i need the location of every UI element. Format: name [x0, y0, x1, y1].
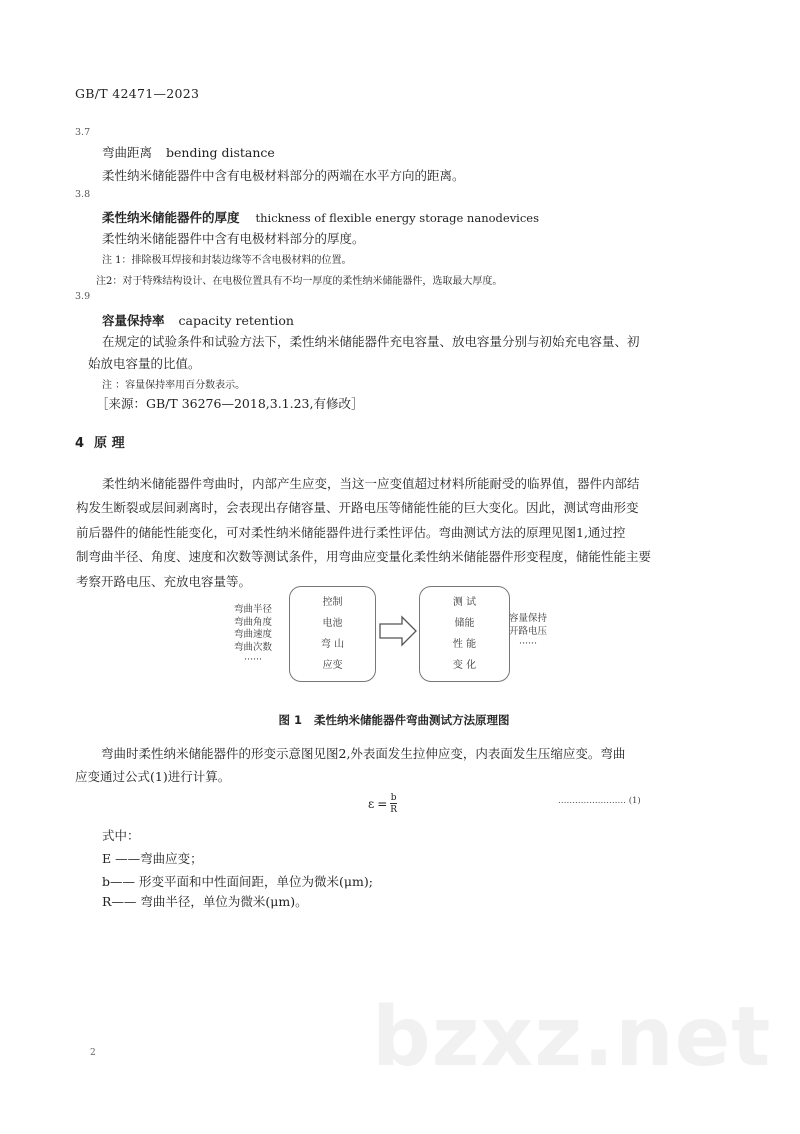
watermark: bzxz.net [372, 990, 772, 1085]
box-line: 弯 山 [320, 639, 345, 650]
list-item: ······ [518, 638, 538, 649]
formula-denominator: R [390, 805, 398, 815]
section-4-paragraph-cont [76, 496, 651, 594]
term-3-8-definition: 柔性纳米储能器件中含有电极材料部分的厚度。 [102, 231, 365, 246]
box-line: 控制 [322, 597, 343, 608]
term-3-7-heading [102, 143, 275, 161]
term-cn: 容量保持率 [102, 313, 165, 328]
term-en: thickness of flexible energy storage nanodevices [255, 211, 540, 225]
list-item: 弯曲次数 [233, 641, 272, 653]
list-item: 弯曲角度 [233, 616, 272, 628]
para-line: 考察开路电压、充放电容量等。 [76, 573, 252, 589]
list-item: 开路电压 [508, 625, 547, 637]
term-cn: 柔性纳米储能器件的厚度 [102, 210, 240, 225]
control-box [289, 586, 376, 682]
para-line: 制弯曲半径、角度、速度和次数等测试条件，用弯曲应变量化柔性纳米储能器件形变程度，储能性能主要 [76, 549, 652, 564]
para-line: 构发生断裂或层间剥离时，会表现出存储容量、开路电压等储能性能的巨大变化。因此，测试弯曲形变 [76, 500, 639, 515]
box-line: 变 化 [452, 660, 477, 671]
figure-right-list [500, 613, 556, 651]
page-number: 2 [90, 1048, 96, 1058]
test-box [419, 586, 510, 682]
formula-lhs: ε [368, 797, 375, 811]
standard-header: GB/T 42471—2023 [75, 86, 200, 101]
list-item: ······ [243, 654, 263, 665]
term-3-9-heading [102, 311, 294, 329]
caption-text: 柔性纳米储能器件弯曲测试方法原理图 [314, 713, 510, 727]
box-line: 测 试 [452, 597, 477, 608]
list-item: 容量保持 [508, 613, 547, 624]
formula-eq: = [377, 797, 388, 811]
term-3-9-note: 注 ：容量保持率用百分数表示。 [102, 380, 246, 391]
section-title: 原 理 [94, 436, 125, 451]
where-item-r: R—— 弯曲半径，单位为微米(μm)。 [102, 894, 308, 909]
term-en: capacity retention [178, 313, 294, 328]
term-3-8-note-2: 注2：对于特殊结构设计、在电极位置具有不均一厚度的柔性纳米储能器件，选取最大厚度。 [96, 276, 503, 287]
flow-arrow-icon [378, 614, 418, 648]
term-3-9-definition-line1: 在规定的试验条件和试验方法下，柔性纳米储能器件充电容量、放电容量分别与初始充电容量、初 [102, 334, 640, 349]
section-4-paragraph [102, 472, 640, 497]
formula-1 [368, 790, 397, 818]
figure-1-caption [0, 712, 800, 728]
section-number: 4 [75, 436, 85, 451]
term-number-3-8: 3.8 [75, 189, 91, 200]
section-4-heading [75, 432, 135, 451]
deformation-text-line2: 应变通过公式(1)进行计算。 [75, 769, 231, 784]
list-item: 弯曲速度 [233, 629, 272, 640]
term-3-9-definition-line2: 始放电容量的比值。 [88, 356, 201, 371]
formula-label: …………………… (1) [558, 796, 641, 806]
term-3-7-definition: 柔性纳米储能器件中含有电极材料部分的两端在水平方向的距离。 [102, 168, 465, 183]
term-3-8-note-1: 注 1：排除极耳焊接和封装边缘等不含电极材料的位置。 [102, 255, 352, 266]
term-en: bending distance [166, 145, 275, 160]
box-line: 应变 [322, 660, 343, 671]
para-line: 柔性纳米储能器件弯曲时，内部产生应变，当这一应变值超过材料所能耐受的临界值，器件内部结 [102, 476, 640, 491]
term-number-3-7: 3.7 [75, 127, 91, 138]
box-line: 性 能 [452, 639, 477, 650]
list-item: 弯曲半径 [233, 604, 272, 615]
term-3-8-heading [102, 208, 539, 226]
where-item-epsilon: E ——弯曲应变； [102, 851, 203, 866]
box-line: 储能 [454, 618, 475, 629]
para-line: 前后器件的储能性能变化，可对柔性纳米储能器件进行柔性评估。弯曲测试方法的原理见图1,通过控 [76, 524, 626, 540]
where-item-b: b—— 形变平面和中性面间距，单位为微米(μm); [102, 874, 373, 889]
term-3-9-source: ［来源：GB/T 36276—2018,3.1.23,有修改］ [96, 396, 364, 411]
figure-left-list [222, 604, 284, 667]
term-cn: 弯曲距离 [102, 145, 153, 160]
caption-number: 图 1 [278, 713, 302, 727]
box-line: 电池 [322, 618, 343, 629]
where-intro: 式中： [102, 828, 140, 843]
deformation-text-line1: 弯曲时柔性纳米储能器件的形变示意图见图2,外表面发生拉伸应变，内表面发生压缩应变。弯曲 [101, 746, 626, 761]
formula-fraction [390, 793, 397, 815]
formula-numerator: b [390, 793, 397, 803]
term-number-3-9: 3.9 [75, 291, 91, 302]
